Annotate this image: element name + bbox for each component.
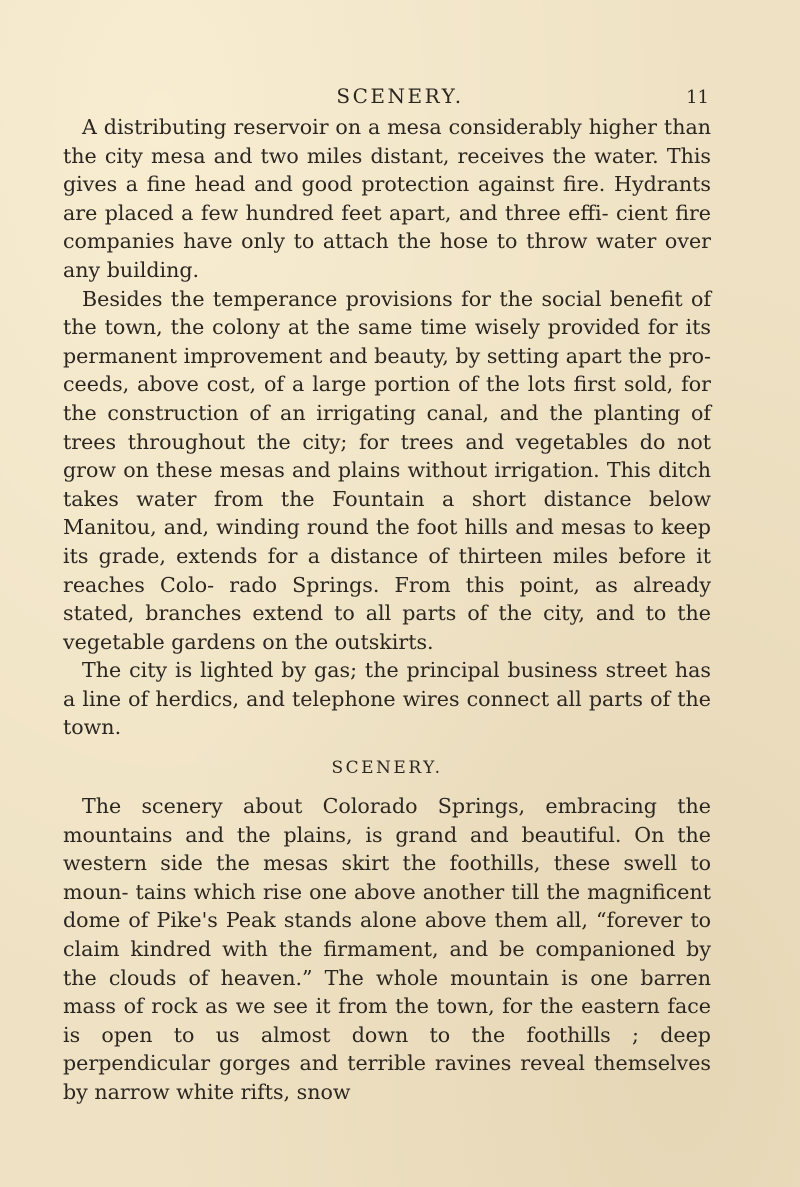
- running-head: [0, 84, 800, 108]
- section-heading: SCENERY.: [331, 758, 443, 779]
- paragraph-irrigation: Besides the temperance provisions for the social benefit of the town, the colony at the same time wisely provided for its permanent improvement and beauty, by setting apart the pro- ceeds, above cost, of a large portion of the lots first sold, for the construction of an irrigating canal, and the planting of trees throughout the city; for trees and vegetables do not grow on these mesas and plains without irrigation. This ditch takes water from the Fountain a short distance below Manitou, and, winding round the foot hills and mesas to keep its grade, extends for a distance of thirteen miles before it reaches Colo- rado Springs. From this point, as already stated, branches extend to all parts of the city, and to the vegetable gardens on the outskirts.: [63, 286, 711, 654]
- body-text: [63, 113, 711, 1107]
- page-number: 11: [686, 87, 709, 108]
- paragraph-scenery: The scenery about Colorado Springs, embracing the mountains and the plains, is grand and beautiful. On the western side the mesas skirt the foothills, these swell to moun- tains which rise one above another till the magnificent dome of Pike's Peak stands alone above them all, “forever to claim kindred with the firmament, and be companioned by the clouds of heaven.” The whole mountain is one barren mass of rock as we see it from the town, for the eastern face is open to us almost down to the foothills ; deep perpendicular gorges and terrible ravines reveal themselves by narrow white rifts, snow: [63, 794, 711, 1104]
- running-title: SCENERY.: [336, 84, 464, 108]
- paragraph-gas-lighting: The city is lighted by gas; the principal business street has a line of herdics, and telephone wires connect all parts of the town.: [63, 658, 711, 740]
- paragraph-reservoir: A distributing reservoir on a mesa considerably higher than the city mesa and two miles distant, receives the water. This gives a fine head and good protection against fire. Hydrants are placed a few hundred feet apart, and three effi- cient fire companies have only to attach the hose to throw water over any building.: [63, 115, 711, 282]
